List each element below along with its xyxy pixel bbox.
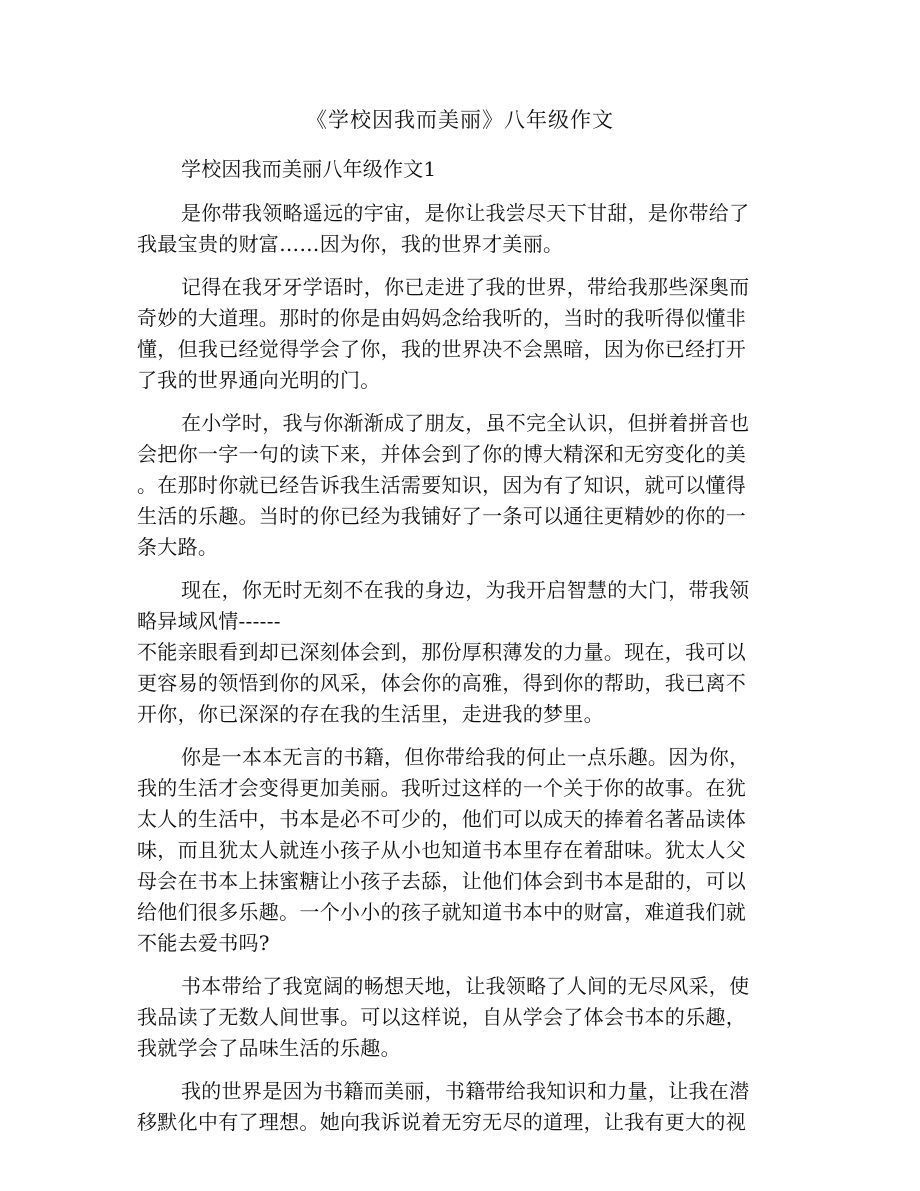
paragraph-line: 开你，你已深深的存在我的生活里，走进我的梦里。 <box>137 702 604 726</box>
paragraph-line: 给他们很多乐趣。一个小小的孩子就知道书本中的财富，难道我们就 <box>137 900 746 924</box>
paragraph-line: 记得在我牙牙学语时，你已走进了我的世界，带给我那些深奥而 <box>181 275 750 299</box>
paragraph-line: 条大路。 <box>137 535 219 559</box>
paragraph-line: 懂，但我已经觉得学会了你，我的世界决不会黑暗，因为你已经打开 <box>137 337 746 361</box>
paragraph-6 <box>137 971 771 1064</box>
paragraph-2 <box>137 272 771 396</box>
document-subtitle: 学校因我而美丽八年级作文1 <box>181 157 437 181</box>
paragraph-line: 会把你一字一句的读下来，并体会到了你的博大精深和无穷变化的美 <box>137 442 746 466</box>
paragraph-7 <box>137 1076 771 1138</box>
paragraph-line: 现在，你无时无刻不在我的身边，为我开启智慧的大门，带我领 <box>181 578 750 602</box>
paragraph-line: 太人的生活中，书本是必不可少的，他们可以成天的捧着名著品读体 <box>137 807 746 831</box>
paragraph-line: 不能去爱书吗? <box>137 931 270 955</box>
paragraph-line: 不能亲眼看到却已深刻体会到，那份厚积薄发的力量。现在，我可以 <box>137 640 746 664</box>
paragraph-4 <box>137 575 771 730</box>
paragraph-line: 略异域风情------ <box>137 609 281 633</box>
paragraph-line: 是你带我领略遥远的宇宙，是你让我尝尽天下甘甜，是你带给了 <box>181 201 750 225</box>
paragraph-5 <box>137 742 771 959</box>
paragraph-1 <box>137 198 771 260</box>
paragraph-line: 母会在书本上抹蜜糖让小孩子去舔，让他们体会到书本是甜的，可以 <box>137 869 746 893</box>
paragraph-line: 我的世界是因为书籍而美丽，书籍带给我知识和力量，让我在潜 <box>181 1079 750 1103</box>
paragraph-line: 我就学会了品味生活的乐趣。 <box>137 1036 401 1060</box>
paragraph-line: 。在那时你就已经告诉我生活需要知识，因为有了知识，就可以懂得 <box>137 473 746 497</box>
paragraph-line: 我最宝贵的财富……因为你，我的世界才美丽。 <box>137 232 564 256</box>
paragraph-line: 奇妙的大道理。那时的你是由妈妈念给我听的，当时的我听得似懂非 <box>137 306 746 330</box>
paragraph-line: 你是一本本无言的书籍，但你带给我的何止一点乐趣。因为你， <box>181 745 750 769</box>
paragraph-line: 我的生活才会变得更加美丽。我听过这样的一个关于你的故事。在犹 <box>137 776 746 800</box>
paragraph-line: 移默化中有了理想。她向我诉说着无穷无尽的道理，让我有更大的视 <box>137 1110 746 1134</box>
paragraph-line: 书本带给了我宽阔的畅想天地，让我领略了人间的无尽风采，使 <box>181 974 750 998</box>
document-body <box>137 154 771 1150</box>
paragraph-line: 味，而且犹太人就连小孩子从小也知道书本里存在着甜味。犹太人父 <box>137 838 746 862</box>
paragraph-line: 了我的世界通向光明的门。 <box>137 368 381 392</box>
paragraph-line: 生活的乐趣。当时的你已经为我铺好了一条可以通往更精妙的你的一 <box>137 504 746 528</box>
paragraph-line: 更容易的领悟到你的风采，体会你的高雅，得到你的帮助，我已离不 <box>137 671 746 695</box>
paragraph-line: 我品读了无数人间世事。可以这样说，自从学会了体会书本的乐趣， <box>137 1005 746 1029</box>
paragraph-3 <box>137 408 771 563</box>
document-title: 《学校因我而美丽》八年级作文 <box>306 108 614 132</box>
paragraph-line: 在小学时，我与你渐渐成了朋友，虽不完全认识，但拼着拼音也 <box>181 411 750 435</box>
